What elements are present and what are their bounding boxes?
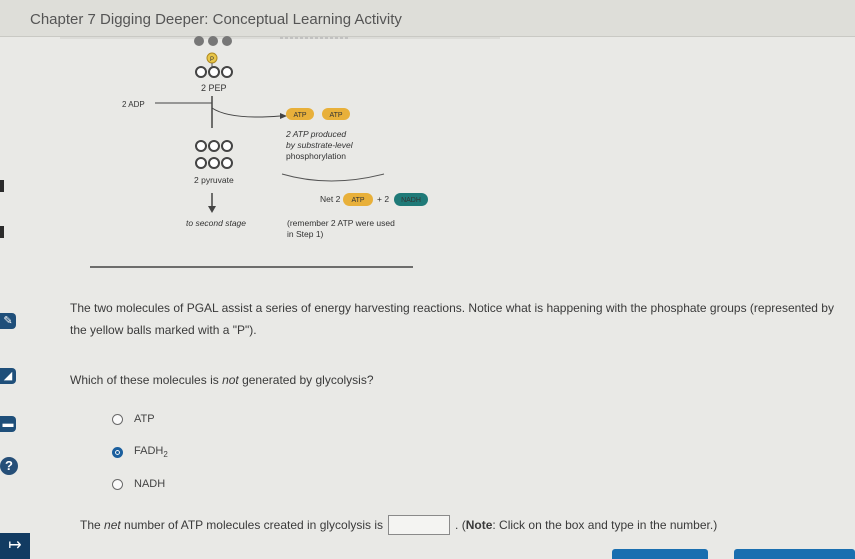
- option-fadh2-subscript: 2: [163, 450, 168, 460]
- radio-atp[interactable]: [112, 414, 123, 425]
- phosphate-label: P: [209, 57, 215, 63]
- option-atp-label: ATP: [134, 413, 155, 425]
- radio-nadh[interactable]: [112, 479, 123, 490]
- pep-label: 2 PEP: [201, 83, 227, 93]
- option-fadh2-label: [134, 445, 168, 459]
- atp-badge-label: ATP: [329, 112, 343, 119]
- option-atp[interactable]: [112, 410, 155, 428]
- pyruvate-label: 2 pyruvate: [194, 175, 234, 185]
- help-icon[interactable]: ?: [0, 457, 18, 475]
- option-nadh[interactable]: [112, 475, 165, 493]
- net-question-prefix: The net number of ATP molecules created in glycolysis is: [80, 518, 384, 532]
- pep-carbon-chain: [196, 67, 232, 77]
- plus-two-label: + 2: [377, 194, 390, 204]
- bottom-nav-button[interactable]: [612, 549, 708, 559]
- net-atp-question: [80, 515, 717, 535]
- atp-note-line1: 2 ATP produced: [286, 129, 347, 139]
- nadh-badge-label: NADH: [401, 197, 421, 204]
- atp-note-line2: by substrate-level: [286, 140, 353, 150]
- top-carbon-chain: [194, 36, 232, 46]
- atp-badge-label: ATP: [293, 112, 307, 119]
- exit-icon[interactable]: ↦: [0, 533, 30, 559]
- option-nadh-label: NADH: [134, 478, 166, 490]
- sidebar-pen-icon[interactable]: ✎: [0, 313, 16, 329]
- option-fadh2[interactable]: [112, 443, 168, 461]
- page-header: [0, 0, 855, 37]
- option-fadh2-text: FADH: [134, 444, 164, 457]
- radio-fadh2[interactable]: [112, 447, 123, 458]
- sidebar-highlighter-icon[interactable]: ◢: [0, 368, 16, 384]
- atp-note-line3: phosphorylation: [286, 151, 347, 161]
- adp-label: 2 ADP: [122, 100, 145, 109]
- net-label: Net 2: [320, 194, 341, 204]
- sidebar-book-icon[interactable]: ▬: [0, 416, 16, 432]
- pyruvate-carbon-chain: [196, 141, 232, 168]
- net-atp-answer-input[interactable]: [388, 515, 450, 535]
- instruction-paragraph: The two molecules of PGAL assist a series of energy harvesting reactions. Notice what is happening with the phosphate groups (represented by the yellow balls marked with a "P").: [70, 301, 834, 337]
- atp-badge-label: ATP: [351, 197, 365, 204]
- remember-line1: (remember 2 ATP were used: [287, 218, 395, 228]
- second-stage-label: to second stage: [186, 218, 247, 228]
- question-text: Which of these molecules is not generated by glycolysis?: [70, 373, 374, 387]
- page-title: Chapter 7 Digging Deeper: Conceptual Learning Activity: [30, 11, 402, 28]
- bottom-nav-button[interactable]: [734, 549, 855, 559]
- net-question-suffix: . (Note: Click on the box and type in the number.): [455, 518, 718, 532]
- remember-line2: in Step 1): [287, 229, 324, 239]
- glycolysis-diagram: [0, 36, 500, 276]
